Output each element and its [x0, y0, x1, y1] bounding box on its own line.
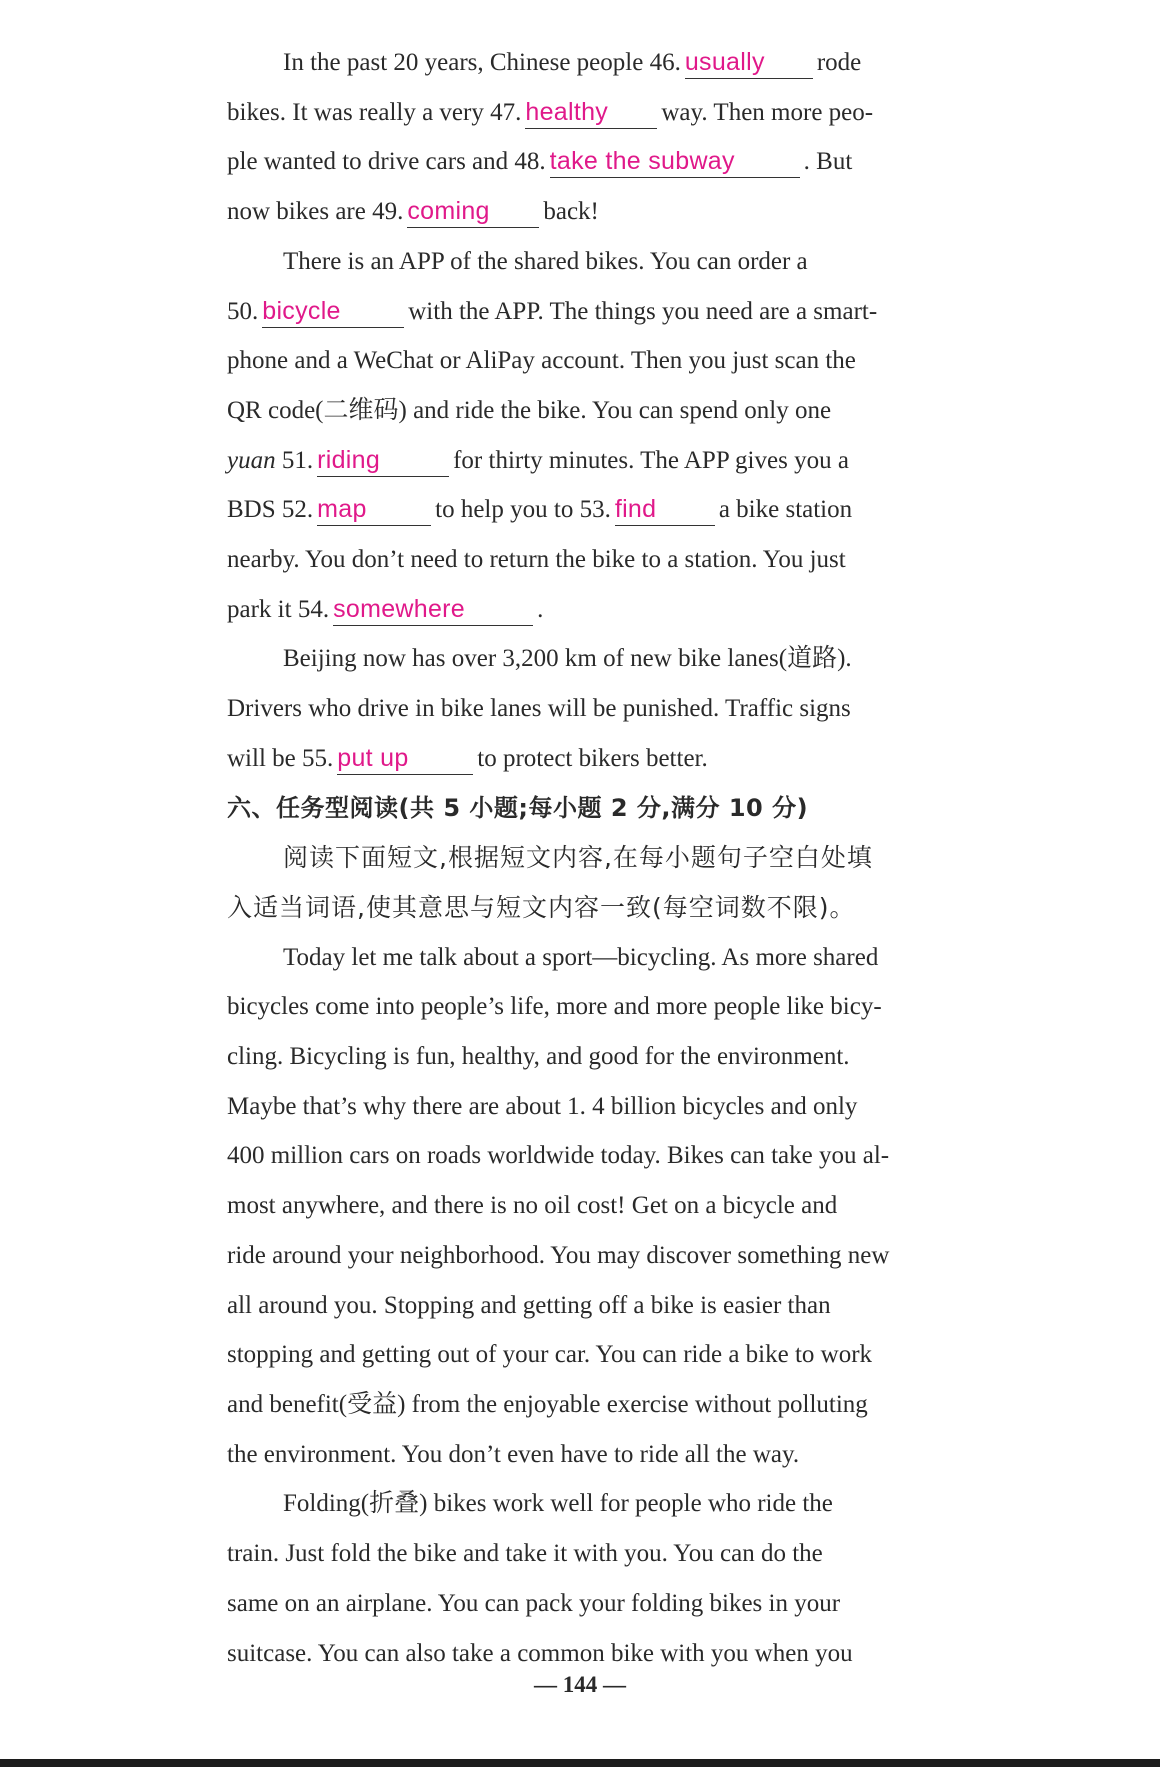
paragraph-3-line-3: [227, 734, 952, 784]
blank-49[interactable]: [407, 197, 539, 228]
page-content: [227, 38, 952, 1678]
paragraph-1-line-4: [227, 187, 952, 237]
paragraph-5-line-2: train. Just fold the bike and take it with you. You can do the: [227, 1540, 823, 1568]
blank-51[interactable]: [317, 446, 449, 477]
blank-48[interactable]: [550, 147, 800, 178]
paragraph-1-line-3: [227, 137, 952, 187]
text: to help you to 53.: [435, 496, 611, 524]
text: way. Then more peo-: [661, 98, 874, 126]
paragraph-1-line-2: [227, 88, 952, 138]
text: now bikes are 49.: [227, 198, 404, 226]
paragraph-2-line-7: nearby. You don’t need to return the bike to a station. You just: [227, 546, 846, 574]
paragraph-3-line-1: Beijing now has over 3,200 km of new bike lanes(道路).: [283, 645, 852, 673]
paragraph-4-line-1: Today let me talk about a sport—bicycling. As more shared: [283, 943, 879, 971]
text: for thirty minutes. The APP gives you a: [453, 446, 849, 474]
section-instruction-line-2: 入适当词语,使其意思与短文内容一致(每空词数不限)。: [227, 892, 856, 922]
blank-55[interactable]: [337, 744, 473, 775]
text: with the APP. The things you need are a smart-: [408, 297, 878, 325]
answer-54: somewhere: [333, 594, 466, 623]
paragraph-3-line-2: Drivers who drive in bike lanes will be punished. Traffic signs: [227, 695, 851, 723]
paragraph-2-line-5: [227, 436, 952, 486]
answer-55: put up: [337, 743, 409, 772]
paragraph-4-line-7: ride around your neighborhood. You may discover something new: [227, 1241, 890, 1269]
section-instruction-line-1: 阅读下面短文,根据短文内容,在每小题句子空白处填: [283, 843, 873, 873]
paragraph-5-line-3: same on an airplane. You can pack your folding bikes in your: [227, 1589, 841, 1617]
paragraph-4-line-3: cling. Bicycling is fun, healthy, and good for the environment.: [227, 1043, 850, 1071]
blank-52[interactable]: [317, 495, 431, 526]
answer-46: usually: [684, 48, 765, 76]
paragraph-4-line-4: Maybe that’s why there are about 1. 4 billion bicycles and only: [227, 1092, 858, 1120]
paragraph-1-line-1: [227, 38, 952, 88]
paragraph-2-line-4: QR code(二维码) and ride the bike. You can spend only one: [227, 396, 832, 424]
text: ple wanted to drive cars and 48.: [227, 148, 546, 176]
text: 50.: [227, 297, 259, 325]
blank-50[interactable]: [262, 297, 404, 328]
answer-47: healthy: [525, 97, 609, 126]
blank-46[interactable]: [685, 48, 813, 79]
paragraph-4-line-5: 400 million cars on roads worldwide today. Bikes can take you al-: [227, 1142, 890, 1170]
paragraph-2-line-1: There is an APP of the shared bikes. You can order a: [283, 247, 808, 275]
answer-49: coming: [407, 197, 490, 226]
paragraph-4-line-10: and benefit(受益) from the enjoyable exercise without polluting: [227, 1390, 868, 1418]
paragraph-2-line-3: phone and a WeChat or AliPay account. Then you just scan the: [227, 347, 856, 375]
paragraph-5-line-1: Folding(折叠) bikes work well for people who ride the: [283, 1490, 833, 1518]
text: back!: [543, 198, 599, 226]
paragraph-4-line-8: all around you. Stopping and getting off a bike is easier than: [227, 1291, 831, 1319]
section-title: 六、任务型阅读(共 5 小题;每小题 2 分,满分 10 分): [227, 793, 809, 822]
paragraph-4-line-11: the environment. You don’t even have to ride all the way.: [227, 1440, 800, 1468]
text: to protect bikers better.: [477, 744, 708, 772]
page-number: — 144 —: [534, 1672, 626, 1697]
bottom-bar: [0, 1759, 1160, 1767]
text: rode: [816, 49, 862, 76]
answer-50: bicycle: [262, 296, 341, 325]
text: a bike station: [718, 496, 853, 524]
text: BDS 52.: [227, 496, 314, 524]
blank-53[interactable]: [615, 495, 715, 526]
blank-47[interactable]: [525, 98, 657, 129]
text: will be 55.: [227, 744, 334, 772]
paragraph-2-line-8: [227, 585, 952, 635]
text: .: [537, 595, 544, 623]
paragraph-5-line-4: suitcase. You can also take a common bike with you when you: [227, 1639, 853, 1667]
answer-48: take the subway: [549, 147, 735, 176]
paragraph-2-line-2: [227, 287, 952, 337]
paragraph-4-line-9: stopping and getting out of your car. You can ride a bike to work: [227, 1341, 873, 1369]
text: bikes. It was really a very 47.: [227, 98, 522, 126]
paragraph-2-line-6: [227, 485, 952, 535]
text: . But: [803, 148, 853, 176]
answer-52: map: [317, 495, 367, 524]
blank-54[interactable]: [333, 595, 533, 626]
italic-word: yuan: [227, 446, 276, 474]
answer-51: riding: [317, 445, 381, 474]
text: park it 54.: [227, 595, 330, 623]
answer-53: find: [614, 495, 657, 524]
paragraph-4-line-2: bicycles come into people’s life, more and more people like bicy-: [227, 993, 882, 1021]
text: In the past 20 years, Chinese people 46.: [283, 49, 681, 76]
paragraph-4-line-6: most anywhere, and there is no oil cost! Get on a bicycle and: [227, 1192, 838, 1220]
text: 51.: [281, 446, 314, 474]
